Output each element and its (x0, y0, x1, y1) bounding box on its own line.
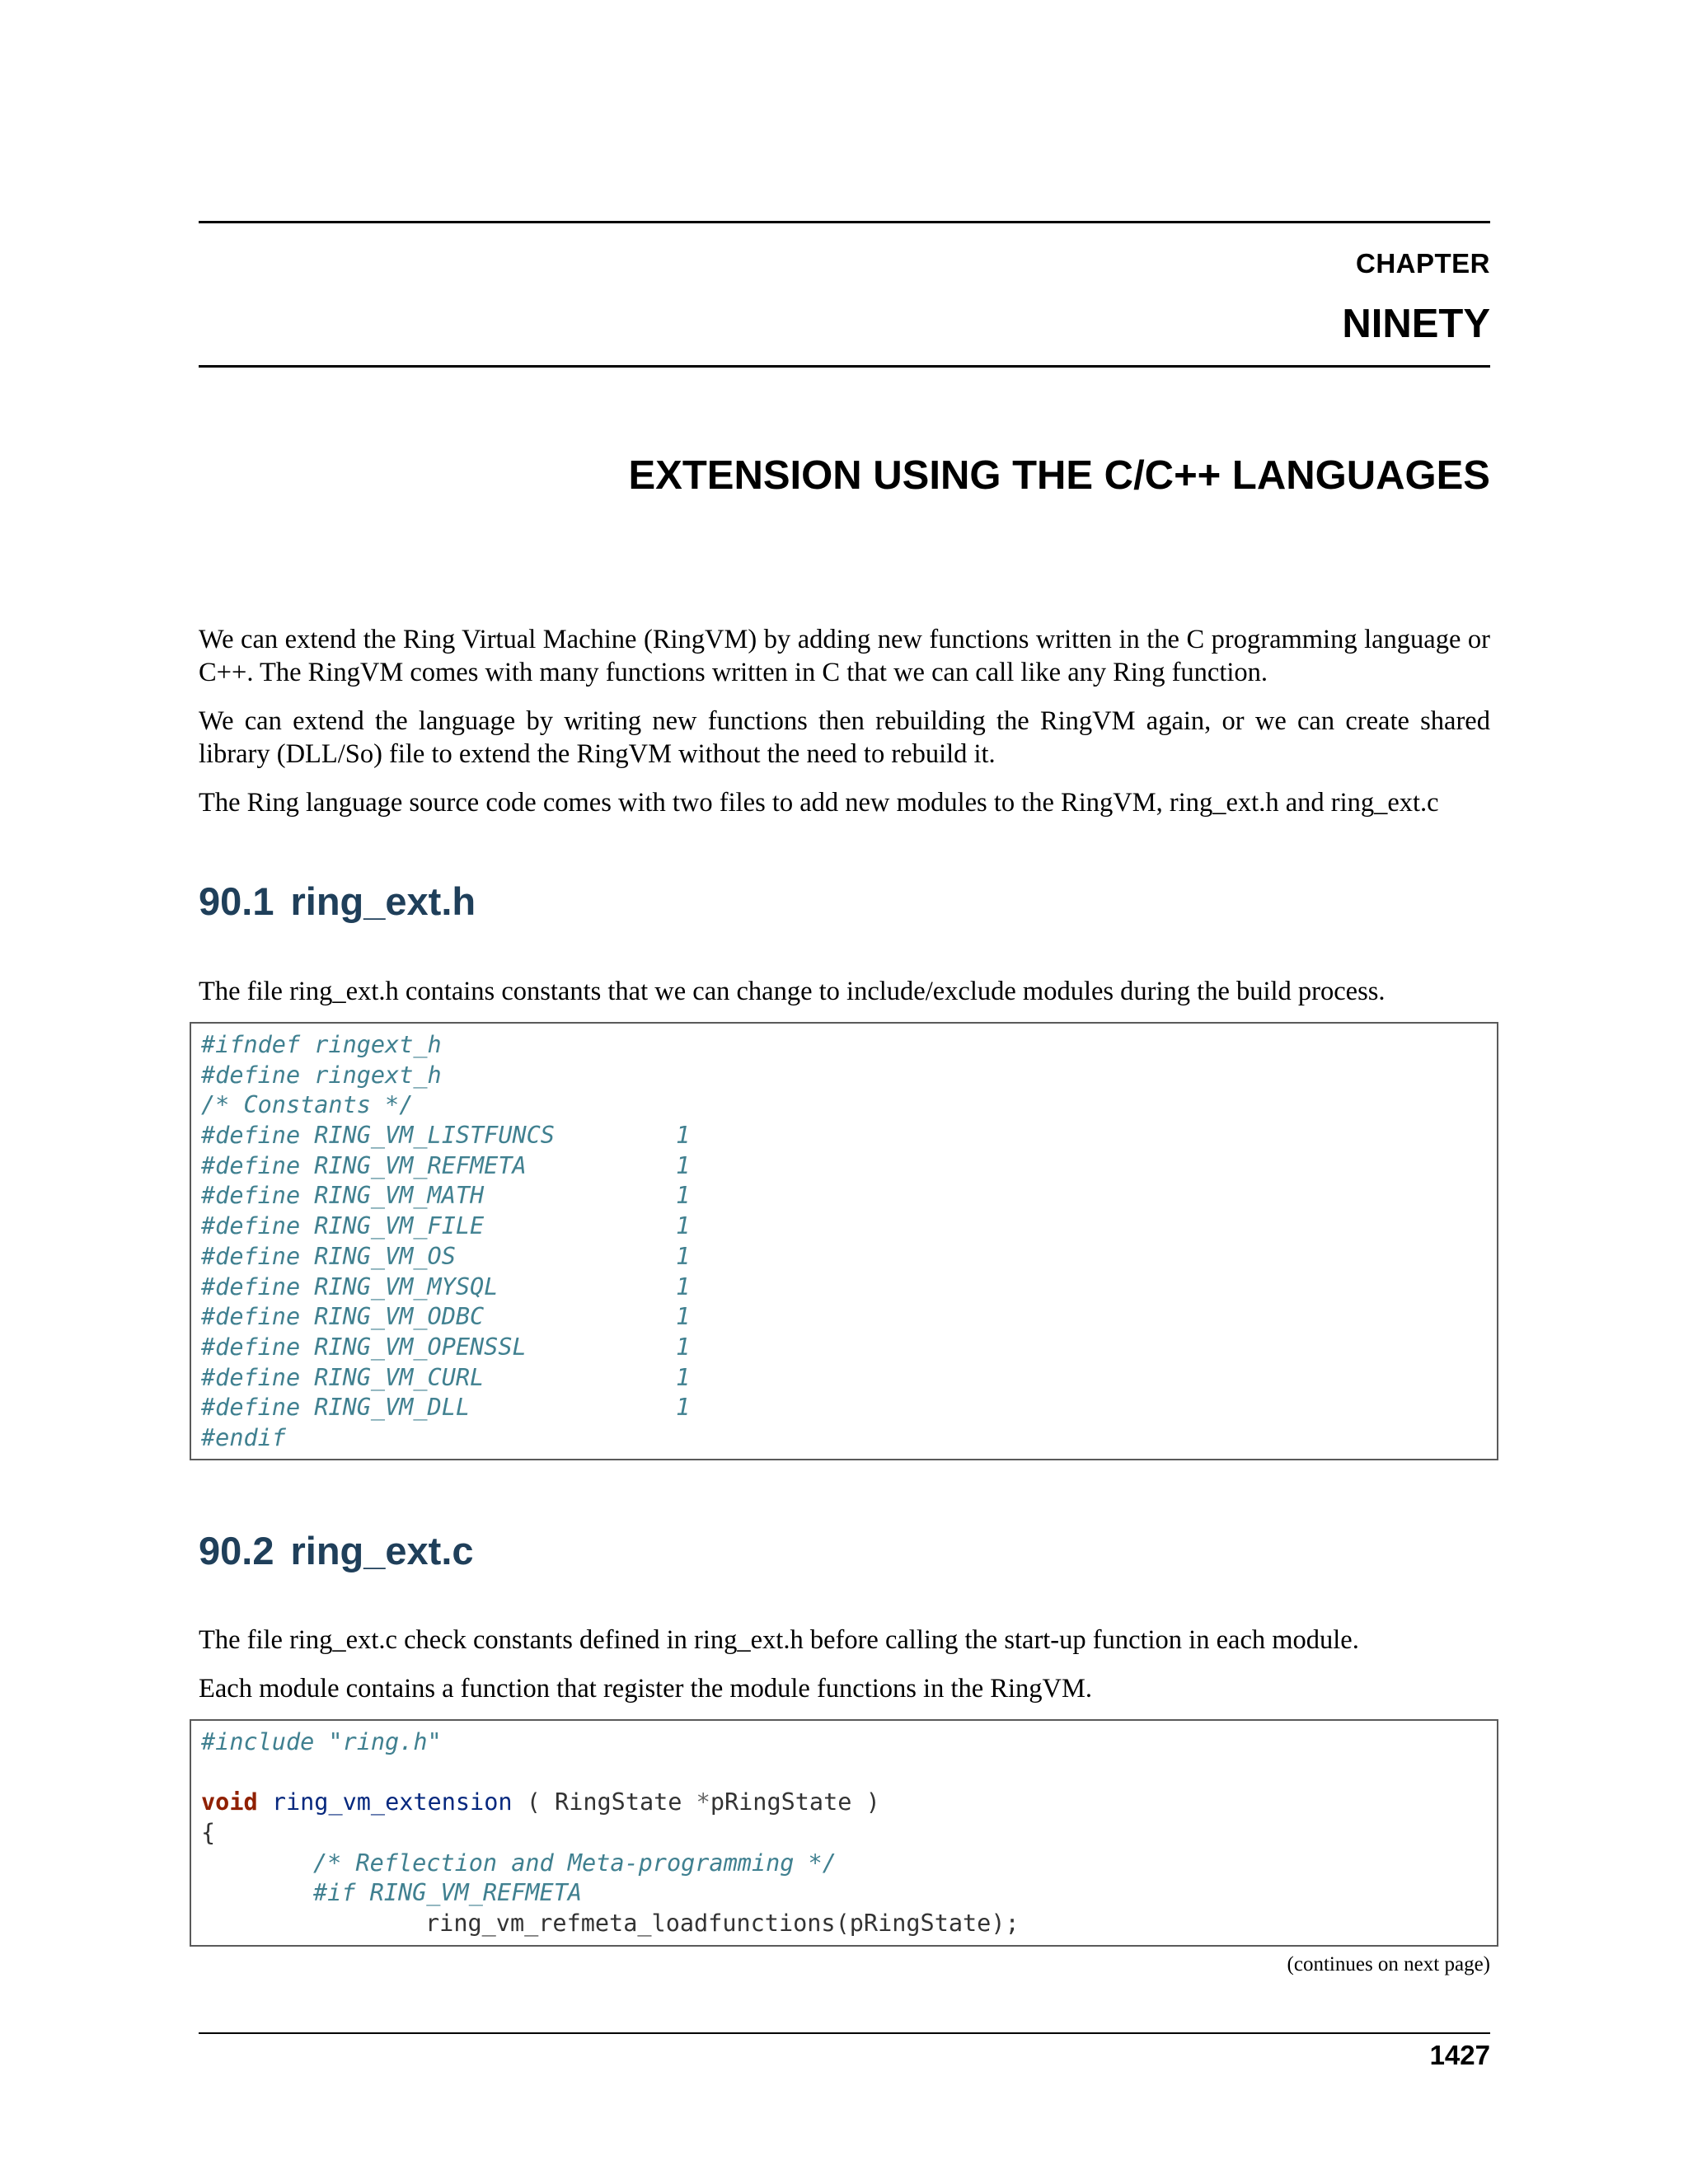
define-value: 1 (676, 1212, 691, 1240)
define-value: 1 (676, 1272, 691, 1301)
code-line: { (201, 1819, 216, 1847)
define-name: #define RING_VM_CURL (201, 1363, 485, 1391)
define-line (201, 1272, 1497, 1303)
define-value: 1 (676, 1151, 691, 1179)
code-type: RingState (555, 1788, 682, 1816)
define-line (201, 1212, 1497, 1242)
code-line: #define ringext_h (201, 1061, 442, 1089)
code-line (201, 1878, 1497, 1909)
code-line (201, 1909, 1497, 1939)
define-value: 1 (676, 1303, 691, 1331)
code-line: #ifndef ringext_h (201, 1031, 442, 1058)
define-line (201, 1333, 1497, 1363)
code-call: ring_vm_refmeta_loadfunctions(pRingState); (425, 1910, 1020, 1938)
code-comment: /* Reflection and Meta-programming */ (313, 1849, 837, 1877)
chapter-number: NINETY (1342, 302, 1490, 346)
define-name: #define RING_VM_FILE (201, 1212, 485, 1240)
section-title: ring_ext.h (290, 879, 476, 923)
define-value: 1 (676, 1182, 691, 1210)
define-value: 1 (676, 1333, 691, 1361)
section2-description-1: The file ring_ext.c check constants defined in ring_ext.h before calling the start-up function in each module. (199, 1625, 1359, 1655)
section-number: 90.2 (199, 1529, 274, 1572)
section-heading-ring-ext-h (199, 879, 476, 924)
intro-paragraph-2: We can extend the language by writing new functions then rebuilding the RingVM again, or we can create shared library (DLL/So) file to extend the RingVM without the need to rebuild it. (199, 706, 1490, 769)
section-number: 90.1 (199, 879, 274, 923)
define-name: #define RING_VM_MATH (201, 1182, 485, 1210)
page-number: 1427 (1429, 2040, 1490, 2070)
define-line (201, 1181, 1497, 1212)
define-name: #define RING_VM_DLL (201, 1394, 471, 1422)
define-line (201, 1242, 1497, 1272)
define-value: 1 (676, 1122, 691, 1150)
code-paren: ( (526, 1788, 541, 1816)
define-name: #define RING_VM_OS (201, 1242, 456, 1270)
define-line (201, 1363, 1497, 1394)
define-name: #define RING_VM_OPENSSL (201, 1333, 527, 1361)
define-name: #define RING_VM_LISTFUNCS (201, 1122, 555, 1150)
code-comment: /* Constants */ (201, 1091, 414, 1119)
define-line (201, 1151, 1497, 1182)
code-directive: #if RING_VM_REFMETA (313, 1879, 583, 1907)
code-block-ring-ext-c (190, 1719, 1498, 1947)
chapter-bottom-rule (199, 365, 1490, 368)
define-value: 1 (676, 1394, 691, 1422)
section1-description: The file ring_ext.h contains constants that we can change to include/exclude modules during the build process. (199, 977, 1386, 1006)
define-name: #define RING_VM_ODBC (201, 1303, 485, 1331)
define-name: #define RING_VM_REFMETA (201, 1151, 527, 1179)
code-line: #endif (201, 1423, 286, 1451)
code-paren: ) (865, 1788, 880, 1816)
code-param: pRingState (710, 1788, 852, 1816)
define-name: #define RING_VM_MYSQL (201, 1272, 499, 1301)
code-function-name: ring_vm_extension (271, 1788, 513, 1816)
code-line: #include "ring.h" (201, 1728, 442, 1755)
code-block-ring-ext-h (190, 1022, 1498, 1460)
chapter-label: CHAPTER (1355, 248, 1490, 279)
code-line (201, 1788, 1497, 1818)
section2-description-2: Each module contains a function that register the module functions in the RingVM. (199, 1674, 1092, 1704)
section-heading-ring-ext-c (199, 1528, 474, 1573)
section-title: ring_ext.c (290, 1529, 474, 1572)
footer-rule (199, 2032, 1490, 2034)
code-line (201, 1849, 1497, 1879)
define-value: 1 (676, 1363, 691, 1391)
continues-note: (continues on next page) (1287, 1953, 1490, 1975)
code-keyword: void (201, 1788, 258, 1816)
code-blank-line (201, 1758, 1497, 1788)
intro-paragraph-3: The Ring language source code comes with two files to add new modules to the RingVM, ring_ext.h and ring_ext.c (199, 788, 1439, 818)
define-line (201, 1393, 1497, 1423)
chapter-top-rule (199, 221, 1490, 223)
define-line (201, 1302, 1497, 1333)
code-operator: * (696, 1788, 710, 1816)
intro-paragraph-1: We can extend the Ring Virtual Machine (RingVM) by adding new functions written in the C programming language or C++. The RingVM comes with many functions written in C that we can call like any Ring function. (199, 625, 1490, 687)
define-value: 1 (676, 1242, 691, 1270)
define-line (201, 1121, 1497, 1151)
chapter-title: EXTENSION USING THE C/C++ LANGUAGES (628, 453, 1490, 498)
define-lines (201, 1121, 1497, 1423)
